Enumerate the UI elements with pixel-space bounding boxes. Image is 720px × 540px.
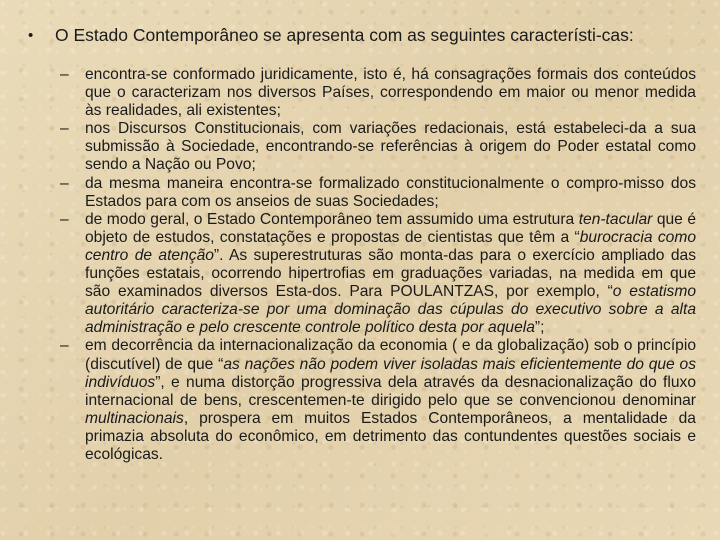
italic-quote: o estatismo autoritário caracteriza-se por uma dominação das cúpulas do executivo sobre a alta administração e pelo crescente controle político desta por aquela (85, 283, 696, 337)
dash-icon: – (60, 120, 69, 138)
intro-text: O Estado Contemporâneo se apresenta com as seguintes característi-cas: (55, 25, 634, 45)
list-item (60, 175, 696, 211)
text-run: ”. As superestruturas são monta-das para o exercício ampliado das funções estatais, ocorrendo hipertrofias em graduações variadas, na medida em que são examinados diversos Esta-dos. Para POULANTZAS, por exemplo, “ (85, 246, 696, 301)
dash-icon: – (60, 174, 69, 192)
dash-icon: – (60, 337, 69, 355)
list-item-text: nos Discursos Constitucionais, com variações redacionais, está estabeleci-da a sua submissão à Sociedade, encontrando-se referências à origem do Poder estatal como sendo a Nação ou Povo; (85, 120, 696, 174)
text-run: em decorrência da internacionalização da economia ( e da globalização) sob o princípio (discutível) de que “ (85, 337, 696, 373)
text-run: ”, e numa distorção progressiva dela através da desnacionalização do fluxo internacional de bens, crescentemen-te dirigido pelo que se convencionou denominar (85, 373, 696, 409)
dash-icon: – (60, 66, 69, 83)
bullet-icon: • (28, 27, 34, 44)
text-run: ”; (534, 319, 545, 337)
characteristics-list (60, 66, 696, 464)
italic-quote: burocracia como centro de atenção (85, 228, 696, 264)
italic-term: multinacionais (85, 409, 184, 427)
text-run: de modo geral, o Estado Contemporâneo tem assumido uma estrutura (85, 210, 579, 228)
italic-quote: as nações não podem viver isoladas mais eficientemente do que os indivíduos (85, 355, 696, 391)
italic-term: ten-tacular (578, 210, 653, 228)
list-item-text (85, 211, 696, 338)
list-item-text: encontra-se conformado juridicamente, isto é, há consagrações formais dos conteúdos que o caracterizam nos diversos Países, correspondendo em maior ou menor medida às realidades, ali existentes; (85, 66, 696, 120)
list-item (60, 66, 696, 120)
text-run: que é objeto de estudos, constatações e propostas de cientistas que têm a “ (85, 210, 696, 246)
list-item (60, 337, 696, 464)
dash-icon: – (60, 210, 69, 228)
list-item-text: da mesma maneira encontra-se formalizado constitucionalmente o compro-misso dos Estados para com os anseios de suas Sociedades; (85, 174, 696, 210)
text-run: , prospera em muitos Estados Contemporâneos, a mentalidade da primazia absoluta do econômico, em detrimento das contundentes questões sociais e ecológicas. (85, 409, 696, 463)
list-item (60, 211, 696, 338)
list-item (60, 120, 696, 174)
list-item-text (85, 337, 696, 464)
